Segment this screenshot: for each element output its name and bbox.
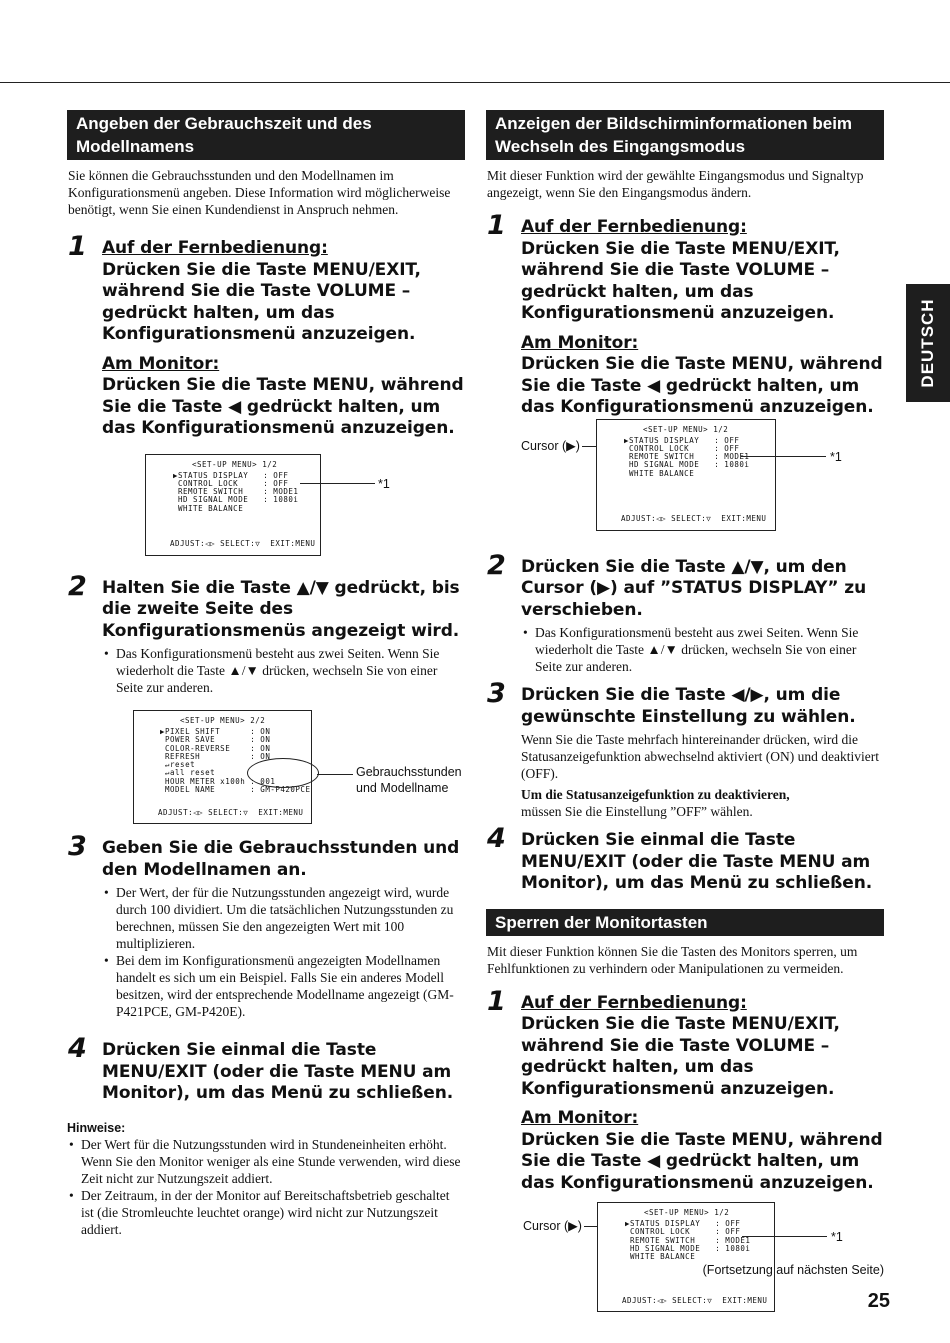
step-2: [67, 570, 465, 697]
step-instruction: Drücken Sie einmal die Taste MENU/EXIT (oder die Taste MENU am Monitor), um das Menü zu schließen.: [521, 830, 873, 893]
menu-figure-1: [67, 440, 465, 568]
step-number: 1: [68, 231, 87, 262]
remote-instruction: Drücken Sie die Taste MENU/EXIT, während Sie die Taste VOLUME – gedrückt halten, um das Konfigurationsmenü anzuzeigen.: [102, 259, 421, 344]
callout-marker: *1: [378, 476, 390, 491]
step-3: [486, 678, 884, 820]
section-intro-2: Mit dieser Funktion können Sie die Tasten des Monitors sperren, um Fehlfunktionen zu verhindern oder Manipulationen zu vermeiden.: [487, 943, 858, 976]
menu-title: <SET-UP MENU> 2/2: [180, 716, 266, 725]
step-instruction: Drücken Sie die Taste ◀/▶, um die gewünschte Einstellung zu wählen.: [521, 685, 856, 727]
section-header: Anzeigen der Bildschirminformationen beim Wechseln des Eingangsmodus: [486, 110, 884, 160]
step-number: 4: [487, 823, 506, 854]
menu-items: ▶STATUS DISPLAY : OFF CONTROL LOCK : OFF REMOTE SWITCH : MODE1 HD SIGNAL MODE : 1080i WHITE BALANCE: [173, 470, 299, 513]
language-tab: DEUTSCH: [906, 284, 950, 402]
step-note: müssen Sie die Einstellung ”OFF” wählen.: [521, 804, 753, 819]
callout-marker: *1: [830, 449, 842, 464]
callout-label: Gebrauchsstunden und Modellname: [356, 765, 462, 795]
step-number: 2: [487, 549, 506, 581]
setup-menu-screen: [145, 454, 321, 556]
step-4: [486, 823, 884, 895]
menu-figure-2: [67, 696, 465, 828]
top-rule: [0, 82, 950, 83]
step-number: 1: [487, 985, 506, 1017]
cursor-label: Cursor (▶): [523, 1219, 582, 1233]
step-1-lock: [486, 985, 884, 1195]
menu-footer: ADJUST:◁▷ SELECT:▽ EXIT:MENU: [622, 1295, 768, 1305]
setup-menu-screen: [596, 419, 776, 531]
step-note-bold: Um die Statusanzeigefunktion zu deaktivieren,: [521, 787, 790, 802]
section-intro: Sie können die Gebrauchsstunden und den Modellnamen im Konfigurationsmenü angeben. Diese Information wird möglicherweise benötigt, wenn Sie einen Kundendienst in Anspruch nehmen.: [68, 168, 451, 217]
remote-heading: Auf der Fernbedienung:: [521, 992, 747, 1013]
step-number: 2: [68, 570, 87, 602]
step-instruction: Geben Sie die Gebrauchsstunden und den Modellnamen an.: [102, 838, 460, 880]
menu-items: ▶PIXEL SHIFT : ON POWER SAVE : ON COLOR-REVERSE : ON REFRESH : ON ↵reset ↵all reset HOUR METER x100h : 001 MODEL NAME : GM-P420PCE: [160, 727, 311, 795]
remote-heading: Auf der Fernbedienung:: [102, 238, 328, 258]
setup-menu-screen: [597, 1202, 775, 1312]
remote-instruction: Drücken Sie die Taste MENU/EXIT, während Sie die Taste VOLUME – gedrückt halten, um das Konfigurationsmenü anzuzeigen.: [521, 1014, 840, 1099]
step-number: 3: [487, 678, 506, 709]
menu-footer: ADJUST:◁▷ SELECT:▽ EXIT:MENU: [621, 514, 767, 524]
menu-title: <SET-UP MENU> 1/2: [643, 424, 729, 434]
menu-title: <SET-UP MENU> 1/2: [192, 459, 278, 469]
notes-title: Hinweise:: [67, 1120, 126, 1135]
callout-line: [742, 1236, 827, 1237]
callout-marker: *1: [831, 1230, 843, 1244]
monitor-heading: Am Monitor:: [521, 1108, 639, 1128]
callout-line: [317, 774, 353, 775]
step-1: [486, 210, 884, 419]
step-note: • Bei dem im Konfigurationsmenü angezeigten Modellnamen handelt es sich um ein Beispiel. Falls Sie ein anderes Modell besitzen, wird der entsprechende Modellname angezeigt (GM-P421PCE, GM-P420E).: [102, 952, 465, 1020]
note-item: • Der Wert für die Nutzungsstunden wird in Stundeneinheiten erhöht. Wenn Sie den Monitor weniger als eine Stunde verwenden, wird diese Zeit nicht zur Nutzungszeit addiert.: [67, 1136, 465, 1187]
section-header-2: Sperren der Monitortasten: [486, 909, 884, 936]
highlight-ellipse: [247, 758, 319, 788]
callout-line: [741, 456, 826, 457]
step-instruction: Drücken Sie die Taste ▲/▼, um den Cursor (▶) auf ”STATUS DISPLAY” zu verschieben.: [521, 556, 867, 620]
step-3: [67, 831, 465, 1020]
menu-footer: ADJUST:◁▷ SELECT:▽ EXIT:MENU: [170, 539, 316, 549]
step-instruction: Halten Sie die Taste ▲/▼ gedrückt, bis die zweite Seite des Konfigurationsmenüs angezeigt wird.: [102, 577, 460, 641]
remote-heading: Auf der Fernbedienung:: [521, 217, 747, 237]
monitor-heading: Am Monitor:: [521, 332, 639, 353]
note-item: • Der Zeitraum, in der der Monitor auf Bereitschaftsbetrieb geschaltet ist (die Stromleuchte leuchtet orange) wird nicht zur Nutzungszeit addiert.: [67, 1187, 465, 1238]
menu-title: <SET-UP MENU> 1/2: [644, 1208, 730, 1217]
left-column: [67, 110, 465, 1238]
step-number: 4: [68, 1033, 87, 1064]
monitor-heading: Am Monitor:: [102, 353, 220, 374]
menu-items: ▶STATUS DISPLAY : OFF CONTROL LOCK : OFF REMOTE SWITCH : MODE1 HD SIGNAL MODE : 1080i WHITE BALANCE: [625, 1219, 751, 1262]
continuation-note: (Fortsetzung auf nächsten Seite): [702, 1263, 884, 1277]
menu-figure-3: [486, 419, 884, 547]
section-header: Angeben der Gebrauchszeit und des Modellnamens: [67, 110, 465, 160]
step-note: • Das Konfigurationsmenü besteht aus zwei Seiten. Wenn Sie wiederholt die Taste ▲/▼ drücken, wechseln Sie von einer Seite zur anderen.: [102, 645, 465, 696]
menu-footer: ADJUST:◁▷ SELECT:▽ EXIT:MENU: [158, 807, 304, 817]
step-note: Wenn Sie die Taste mehrfach hintereinander drücken, wird die Statusanzeigefunktion abwechselnd aktiviert (ON) und deaktiviert (OFF).: [521, 732, 880, 781]
monitor-instruction: Drücken Sie die Taste MENU, während Sie die Taste ◀ gedrückt halten, um das Konfigurationsmenü anzuzeigen.: [521, 1129, 883, 1193]
step-note: • Der Wert, der für die Nutzungsstunden angezeigt wird, wurde durch 100 dividiert. Um die tatsächlichen Nutzungsstunden zu berechnen, müssen Sie den angezeigten Wert mit 100 multiplizieren.: [102, 884, 465, 952]
section-intro: Mit dieser Funktion wird der gewählte Eingangsmodus und Signaltyp angezeigt, wenn Sie den Eingangsmodus ändern.: [487, 168, 864, 200]
step-instruction: Drücken Sie einmal die Taste MENU/EXIT (oder die Taste MENU am Monitor), um das Menü zu schließen.: [102, 1040, 454, 1103]
page-number: 25: [867, 1290, 890, 1312]
step-number: 1: [487, 210, 506, 241]
step-4: [67, 1033, 465, 1105]
monitor-instruction: Drücken Sie die Taste MENU, während Sie die Taste ◀ gedrückt halten, um das Konfigurationsmenü anzuzeigen.: [102, 375, 464, 438]
step-2: [486, 549, 884, 676]
callout-line: [300, 483, 375, 484]
cursor-label: Cursor (▶): [521, 438, 580, 453]
monitor-instruction: Drücken Sie die Taste MENU, während Sie die Taste ◀ gedrückt halten, um das Konfigurationsmenü anzuzeigen.: [521, 354, 883, 417]
step-note: • Das Konfigurationsmenü besteht aus zwei Seiten. Wenn Sie wiederholt die Taste ▲/▼ drücken, wechseln Sie von einer Seite zur anderen.: [521, 624, 884, 675]
menu-items: ▶STATUS DISPLAY : OFF CONTROL LOCK : OFF REMOTE SWITCH : MODE1 HD SIGNAL MODE : 1080i WHITE BALANCE: [624, 435, 750, 478]
right-column: [486, 110, 884, 1314]
step-number: 3: [68, 831, 87, 862]
remote-instruction: Drücken Sie die Taste MENU/EXIT, während Sie die Taste VOLUME – gedrückt halten, um das Konfigurationsmenü anzuzeigen.: [521, 238, 840, 323]
menu-figure-4: [486, 1194, 884, 1314]
step-1: [67, 231, 465, 440]
